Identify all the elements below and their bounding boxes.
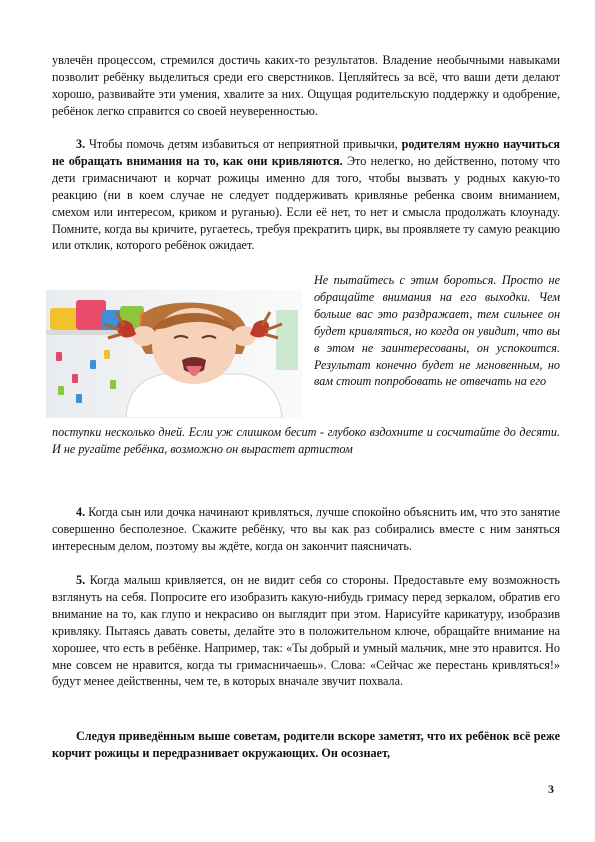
intro-paragraph	[52, 52, 560, 120]
conclusion-text	[52, 728, 560, 762]
item-5-paragraph	[52, 572, 560, 690]
conclusion-paragraph	[52, 728, 560, 762]
item-3-text	[52, 136, 560, 254]
intro-text: увлечён процессом, стремился достичь каких-то результатов. Владение необычными навыками позволит ребёнку выделиться среди его сверстников. Цепляйтесь за всё, что ваши дети делают хорошо, развивайте эти умения, хвалите за них. Ощущая родительскую поддержку и одобрение, ребёнок легко справится со своей неуверенностью.	[52, 53, 560, 118]
item-4-text	[52, 504, 560, 555]
conclusion-bold: Следуя приведённым выше советам, родители вскоре заметят, что их ребёнок всё реже корчит рожицы и передразнивает окружающих. Он осознает,	[52, 729, 560, 760]
item-4-body: Когда сын или дочка начинают кривляться, лучше спокойно объяснить им, что это занятие совершенно бесполезное. Скажите ребёнку, что вы как раз собирались вместе с ним заняться интересным делом, поэтому вы ждёте, когда он закончит паясничать.	[52, 505, 560, 553]
quote-continuation-text: поступки несколько дней. Если уж слишком бесит - глубоко вздохните и сосчитайте до десяти. И не ругайте ребёнка, возможно он вырастет артистом	[52, 425, 560, 456]
item-3-lead: Чтобы помочь детям избавиться от неприятной привычки,	[85, 137, 402, 151]
item-3-number: 3.	[76, 137, 86, 151]
item-5-body: Когда малыш кривляется, он не видит себя со стороны. Предоставьте ему возможность взглянуть на себя. Попросите его изобразить какую-нибудь гримасу перед зеркалом, обратив его внимание на то, как глупо и некрасиво он выглядит при этом. Нарисуйте карикатуру, изобразив кривляку. Пытаясь давать советы, делайте это в положительном ключе, обращайте внимание на хорошее, что есть в ребёнке. Например, так: «Ты добрый и умный мальчик, мне это нравится. Но мне совсем не нравится, когда ты гримасничаешь». Слова: «Сейчас же перестань кривляться!» будут менее действенны, чем те, в которых вначале звучит похвала.	[52, 573, 560, 689]
item-5-text	[52, 572, 560, 690]
item-3-paragraph	[52, 136, 560, 254]
item-3-bold-sentence: родителям нужно научиться не обращать внимания на то, как они кривляются.	[52, 137, 560, 168]
item-3-rest: Это нелегко, но действенно, потому что дети гримасничают и корчат рожицы именно для того, чтобы вызвать у родных какую-то реакцию (ни в коем случае не следует поддерживать кривлянье ребенка своим вниманием, смехом или интересом, криком и руганью). Если её нет, то нет и смысла продолжать клоунаду. Помните, когда вы кричите, ругаетесь, требуя прекратить цирк, вы проявляете ту самую реакцию или отклик, которого ребёнок ожидает.	[52, 153, 560, 253]
item-5-number: 5.	[76, 573, 86, 587]
page-number: 3	[548, 782, 554, 796]
quote-wrapped-text: Не пытайтесь с этим бороться. Просто не обращайте внимания на его выходки. Чем больше вас это раздражает, тем сильнее он будет кривляться, но когда он увидит, что вы в этом не заинтересованы, он успокоится. Результат конечно будет не мгновенным, но вам стоит попробовать не отвечать на его	[314, 273, 560, 389]
child-making-face-photo	[46, 290, 302, 418]
item-4-number: 4.	[76, 505, 86, 519]
item-4-paragraph	[52, 504, 560, 555]
